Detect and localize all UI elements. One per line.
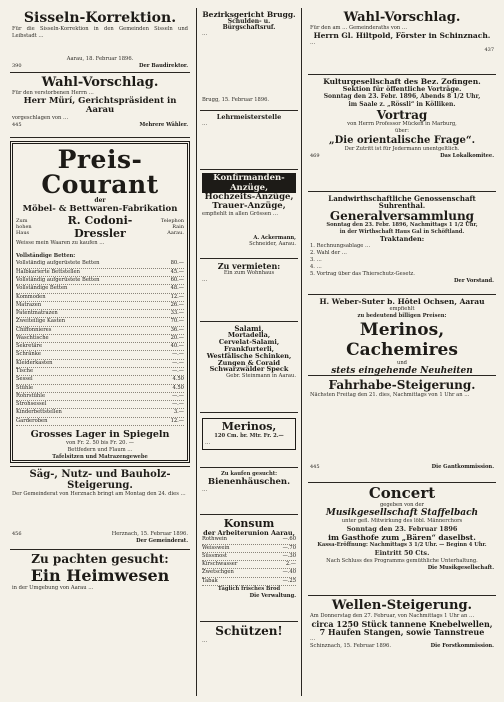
pc-name: R. Codoni-Dressler — [67, 214, 133, 241]
event-date: Sonntag den 23. Febr. 1896, Nachmittags 1 1/2 Uhr, — [326, 222, 478, 229]
ad-signature: Die Verwaltung. — [249, 593, 296, 600]
ad-weber-suter — [308, 295, 496, 376]
and-label: und — [396, 359, 407, 366]
ad-text-2: … — [310, 39, 316, 46]
ad-bienen — [200, 468, 298, 515]
price-label: Vollständige Betten — [16, 285, 68, 292]
list-item: 4. … — [310, 264, 322, 271]
price-row — [202, 553, 296, 561]
ad-subtitle: Ein Heimwesen — [30, 565, 170, 585]
price-value: —.60 — [282, 536, 296, 543]
price-label: Schränke — [16, 351, 41, 358]
ad-title: Merinos, — [221, 420, 277, 433]
price-value: 12.— — [170, 293, 184, 300]
candidate-name: Herrn Gl. Hiltpold, Förster in Schinznach. — [313, 30, 491, 40]
ad-title: H. Weber-Suter b. Hôtel Ochsen, Aarau — [319, 297, 485, 306]
price-value: 48.— — [170, 285, 184, 292]
pc-mirror-text: von Fr. 2. 50 bis Fr. 20. — — [66, 440, 134, 447]
price-row — [16, 335, 184, 343]
price-row — [16, 260, 184, 268]
pc-heading: Vollständige Betten: — [16, 253, 76, 260]
ad-text-2: … — [205, 439, 211, 446]
price-row — [202, 578, 296, 586]
ad-number: 390 — [12, 62, 22, 69]
price-value: —.30 — [282, 552, 296, 559]
ad-subtitle: empfiehlt — [389, 305, 415, 312]
price-value: 4.50 — [172, 384, 184, 391]
price-row — [16, 310, 184, 318]
ad-title-2: Hochzeits-Anzüge, — [204, 192, 294, 202]
ad-fahrhabe — [308, 376, 496, 483]
price-row — [16, 269, 184, 277]
price-row — [202, 569, 296, 577]
traktanden-label: Traktanden: — [379, 235, 425, 244]
price-value: —.— — [171, 392, 184, 399]
ad-text: Am Donnerstag den 27. Februar, von Nachmittags 1 Uhr an … — [310, 612, 475, 619]
price-value: 36.— — [170, 326, 184, 333]
pc-title: Preis-Courant — [41, 145, 159, 199]
price-label: Chiffonnieres — [16, 326, 52, 333]
ad-title: Schützen! — [215, 624, 283, 638]
ad-title: Wahl-Vorschlag. — [343, 10, 461, 25]
pc-left-label: Zum hohen Haus — [16, 218, 32, 237]
ad-number: 469 — [310, 153, 320, 160]
ad-title: Fahrhabe-Steigerung. — [328, 378, 476, 392]
ad-signature: Das Lokalkomitee. — [440, 153, 494, 160]
list-item: 3. … — [310, 257, 322, 264]
price-label: Rothwein — [202, 536, 227, 543]
price-list — [16, 260, 184, 426]
price-row — [16, 277, 184, 285]
price-row — [202, 561, 296, 569]
price-label: Kirschwasser — [202, 561, 238, 568]
ad-subtitle: Schulden- u. Bürgschaftsruf. — [222, 17, 276, 32]
event-date: Sonntag den 23. Febr. 1896, Abends 8 1/2 Uhr, — [323, 92, 481, 100]
pc-extra: Bettfedern und Flaum … — [67, 447, 133, 454]
ad-place: Herznach, 15. Februar 1896. — [111, 531, 188, 537]
ad-text: 120 Cm. br. Mtr. Fr. 2.— — [214, 432, 284, 439]
ad-wahlvorschlag — [10, 73, 190, 138]
price-label: Zweiteilige Kasten — [16, 318, 66, 325]
price-value: 70.— — [170, 318, 184, 325]
price-label: Waschtische — [16, 334, 49, 341]
ad-number: 445 — [310, 463, 320, 470]
vortrag-label: Vortrag — [376, 107, 428, 122]
price-value: 80.— — [170, 260, 184, 267]
price-label: Weisswein — [202, 544, 230, 551]
ad-schuetzen — [200, 622, 298, 672]
price-label: Süssmost — [202, 552, 228, 559]
ad-subtitle: Generalversammlung — [329, 208, 475, 223]
ad-holz-steigerung — [10, 466, 190, 550]
ad-signature: Der Vorstand. — [454, 278, 494, 285]
product-list — [202, 332, 296, 373]
ad-zu-pachten — [10, 550, 190, 636]
ad-number: 437 — [484, 46, 494, 53]
list-item: 5. Vortrag über das Thierschutz-Gesetz. — [310, 271, 415, 278]
list-item: 1. Rechnungsablage … — [310, 243, 371, 250]
price-row — [202, 536, 296, 544]
ad-text: … — [202, 486, 208, 493]
ad-number: 456 — [12, 531, 22, 537]
price-value: 2.— — [285, 561, 296, 568]
price-value: 12.— — [170, 417, 184, 424]
ad-konsum — [200, 515, 298, 622]
ad-title: Wellen-Steigerung. — [331, 598, 473, 613]
middle-column — [196, 8, 302, 696]
price-row — [16, 351, 184, 359]
pc-extra — [16, 461, 184, 463]
event-date: Sonntag den 23. Februar 1896 — [346, 525, 458, 534]
ad-title: Concert — [368, 484, 436, 502]
price-row — [16, 368, 184, 376]
ad-title: Wahl-Vorschlag. — [41, 75, 159, 90]
price-value: —.— — [171, 368, 184, 375]
ad-note: Nach Schluss des Programms gemüthliche Unterhaltung. — [326, 557, 478, 564]
price-row — [16, 393, 184, 401]
left-column — [10, 8, 190, 696]
price-row — [16, 376, 184, 384]
ad-zu-vermieten — [200, 259, 298, 322]
price-row — [16, 343, 184, 351]
ad-concert — [308, 483, 496, 596]
ad-subtitle: der Arbeiterunion Aarau, — [203, 528, 295, 537]
ad-place: Schinznach, 15. Februar 1896. — [310, 643, 392, 650]
ad-text: … — [202, 120, 208, 127]
ad-subtitle: Sektion für öffentliche Vorträge. — [342, 84, 462, 93]
ad-text: … — [202, 31, 208, 38]
ad-wurstwaren — [200, 322, 298, 413]
ad-title: Bezirksgericht Brugg. — [202, 10, 296, 19]
price-label: Tische — [16, 368, 34, 375]
price-label: Matrazen — [16, 301, 42, 308]
ad-text: … — [202, 277, 208, 284]
ad-text: vorgeschlagen von … — [12, 114, 69, 121]
price-label: Halbkarierte Bettstellen — [16, 268, 80, 275]
ad-title-3: Trauer-Anzüge, — [212, 200, 286, 211]
agenda-list — [310, 243, 494, 278]
list-item: 2. Wahl der … — [310, 250, 347, 257]
ad-title: Sisseln-Korrektion. — [23, 10, 177, 26]
price-label: Stühle — [16, 384, 34, 391]
ad-sisseln-correction — [10, 8, 190, 73]
ad-text-2: … — [310, 636, 316, 643]
ad-date: Aarau, 18. Februar 1896. — [66, 55, 134, 62]
ad-title-2: Bienenhäuschen. — [207, 477, 291, 488]
ad-text: Für den am … Gemeinderaths von … — [310, 24, 408, 31]
ad-merinos — [200, 413, 298, 468]
event-place: im Saale z. „Rössli“ in Kölliken. — [348, 100, 456, 108]
ad-text: empfiehlt in allen Grössen … — [202, 210, 279, 217]
price-label: Garderoben — [16, 417, 48, 424]
ad-text: Für die Sisseln-Korrektion in den Gemeinden Sisseln und Leibstadt … — [12, 25, 188, 39]
ad-subtitle: gegeben von der — [379, 501, 425, 508]
price-value: 33.— — [170, 310, 184, 317]
price-value: 20.— — [170, 334, 184, 341]
price-value: 45.— — [170, 268, 184, 275]
organizer: Musikgesellschaft Staffelbach — [325, 507, 479, 518]
entry-price: Eintritt 50 Cts. — [374, 548, 430, 557]
price-value: 60.— — [170, 276, 184, 283]
price-label: Kinderbettstellen — [16, 409, 62, 416]
ad-signature: A. Ackermann, — [253, 234, 296, 241]
ad-tagline: stets eingehende Neuheiten — [331, 365, 473, 376]
price-value: —.— — [171, 359, 184, 366]
ad-kulturgesellschaft — [308, 75, 496, 192]
ad-signature: Brugg, 15. Februar 1896. — [202, 97, 270, 104]
ad-big-text-2: 7 Haufen Stangen, sowie Tannstreue — [319, 627, 485, 638]
ad-text: … — [202, 637, 208, 644]
price-value: 3.— — [173, 409, 184, 416]
list-item: Zungen & Coraid — [217, 358, 281, 367]
event-place: in der Wirthschaft Haus Gal in Schöftland. — [339, 229, 465, 236]
ad-title: Zu vermieten: — [217, 261, 281, 271]
price-value: —.25 — [282, 577, 296, 584]
price-label: Kommoden — [16, 293, 46, 300]
price-list — [202, 536, 296, 586]
ad-title: Zu kaufen gesucht: — [220, 471, 278, 477]
ad-landwirtschaft — [308, 192, 496, 295]
ad-signature-2: Schneider, Aarau. — [249, 240, 296, 247]
ad-big-text: circa 1250 Stück tannene Knebelwellen, — [311, 618, 493, 629]
pc-extra: Tafelsitzen und Matrazengewebe — [52, 454, 148, 461]
ad-text: Der Zutritt ist für Jedermann unentgeltlich. — [344, 146, 460, 152]
price-row — [16, 318, 184, 326]
ad-signature: Die Musikgesellschaft. — [427, 564, 494, 571]
price-row — [16, 385, 184, 393]
list-item: Schwarzwälder Speck — [209, 365, 289, 374]
price-label: Vollständig aufgerüstete Betten — [16, 276, 100, 283]
ad-subtitle-2: zu bedeutend billigen Preisen: — [357, 312, 447, 319]
price-label: Patentmatrazen — [16, 310, 58, 317]
ad-signature: Der Gemeinderat. — [136, 538, 188, 545]
ad-title: Konfirmanden-Anzüge, — [202, 173, 296, 193]
price-value: —.— — [171, 351, 184, 358]
price-value: 40.— — [170, 343, 184, 350]
list-item: Cervelat-Salami, — [218, 338, 280, 347]
price-row — [202, 545, 296, 553]
pc-sub: Möbel- & Bettwaren-Fabrikation — [22, 204, 178, 215]
ad-bezirksgericht — [200, 8, 298, 111]
pc-right-label: Telephon Rain Aarau. — [160, 218, 184, 237]
list-item: Mortadella, — [227, 331, 271, 340]
speaker: von Herrn Professor Mücken in Marburg, — [347, 121, 457, 128]
ad-title: Landwirthschaftliche Genossenschaft Suhrenthal. — [328, 194, 476, 211]
ad-title: Kulturgesellschaft des Bez. Zofingen. — [323, 77, 481, 86]
price-row — [16, 401, 184, 409]
price-row — [16, 285, 184, 293]
pc-mirror-title: Grosses Lager in Spiegeln — [30, 429, 170, 441]
ad-title: Zu pachten gesucht: — [31, 552, 169, 566]
ad-subtitle: Ein zum Wohnhaus — [223, 270, 275, 277]
price-value: —.— — [171, 401, 184, 408]
opening: Kassa-Eröffnung: Nachmittags 3 1/2 Uhr. — Beginn 4 Uhr. — [317, 541, 487, 548]
lecture-topic: „Die orientalische Frage“. — [328, 134, 476, 146]
list-item: Frankfurterli, — [223, 344, 275, 353]
ad-lehrstelle — [200, 111, 298, 170]
price-row — [16, 418, 184, 426]
ad-preis-courant — [10, 141, 190, 463]
ad-title: Konsum — [223, 517, 275, 530]
price-value: —.40 — [282, 569, 296, 576]
ad-text: Der Gemeinderat von Herznach bringt am Montag den 24. dies … — [12, 491, 186, 497]
ad-signature: Der Baudirektor. — [139, 62, 188, 69]
ad-konfirmanden — [200, 170, 298, 259]
ad-signature: Die Forstkommission. — [430, 643, 494, 650]
price-row — [16, 409, 184, 417]
ad-text: Für den verstorbenen Herrn … — [12, 89, 94, 96]
right-column — [308, 8, 496, 696]
price-value: 26.— — [170, 301, 184, 308]
ad-text: Nächsten Freitag den 21. dies, Nachmittags von 1 Uhr an … — [310, 391, 470, 398]
pc-sub: der — [94, 197, 106, 204]
list-item: Westfälische Schinken, — [206, 351, 292, 360]
ad-big-text: Merinos, Cachemires — [346, 319, 458, 360]
ad-text: in der Umgebung von Aarau … — [12, 584, 94, 591]
price-row — [16, 327, 184, 335]
ad-signature: Mehrere Wähler. — [139, 121, 188, 128]
price-label: Sekretäre — [16, 343, 43, 350]
ad-wahl-right — [308, 8, 496, 75]
ad-text: Täglich frisches Brod — [217, 586, 281, 593]
ueber-label: über: — [395, 128, 409, 135]
ad-title: Salami, — [234, 324, 264, 333]
price-label: Zwetschgen — [202, 569, 234, 576]
price-label: Tabak — [202, 577, 218, 584]
price-label: Rohrstühle — [16, 392, 46, 399]
price-value: 4.50 — [172, 376, 184, 383]
price-row — [16, 294, 184, 302]
ad-wellen — [308, 596, 496, 684]
price-label: Strohsessel — [16, 401, 47, 408]
ad-title: Lehrmeisterstelle — [216, 113, 282, 121]
price-label: Sessel — [16, 376, 33, 383]
ad-number: 445 — [12, 121, 22, 128]
ad-title: Säg-, Nutz- und Bauholz-Steigerung. — [29, 469, 171, 491]
price-value: —.70 — [282, 544, 296, 551]
ad-signature: Die Gantkommission. — [431, 463, 494, 470]
price-label: Vollständig aufgerüstete Betten — [16, 260, 100, 267]
price-label: Kleiderkasten — [16, 359, 53, 366]
price-row — [16, 302, 184, 310]
ad-signature: Gebr. Steinmann in Aarau. — [226, 373, 296, 380]
candidate-name: Herr Mürí, Gerichtspräsident in Aarau — [23, 95, 177, 115]
event-place: im Gasthofe zum „Bären“ daselbst. — [328, 532, 476, 542]
pc-intro: Weisse mein Waaren zu kaufen … — [16, 240, 105, 247]
price-row — [16, 360, 184, 368]
ad-text: unter gefl. Mitwirkung des löbl. Männerchors — [341, 518, 463, 525]
